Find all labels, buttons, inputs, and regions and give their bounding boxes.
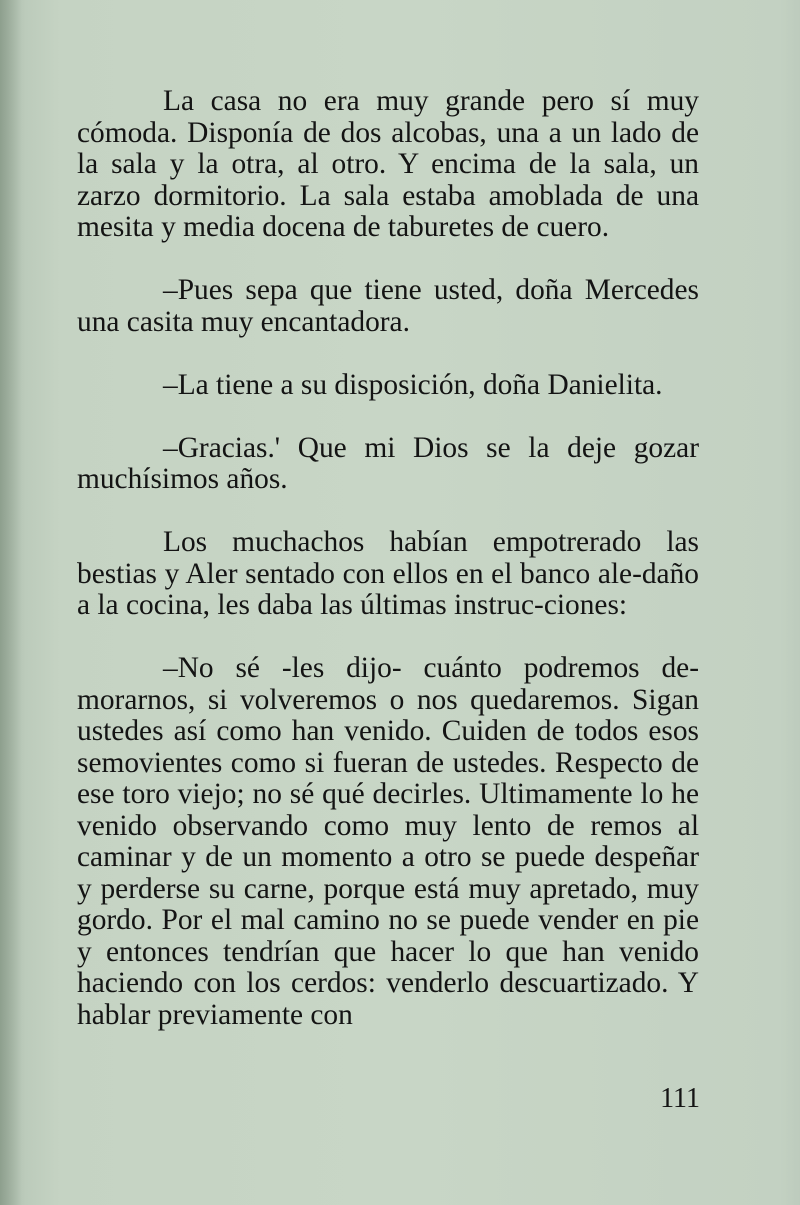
paragraph: –No sé -les dijo- cuánto podremos de-morarnos, si volveremos o nos quedaremos. Sigan ustedes así como han venido. Cuiden de todos esos semovientes como si fueran de ustedes. Respecto de ese toro viejo; no sé qué decirles. Ultimamente lo he venido observando como muy lento de remos al caminar y de un momento a otro se puede despeñar y perderse su carne, porque está muy apretado, muy gordo. Por el mal camino no se puede vender en pie y entonces tendrían que hacer lo que han venido haciendo con los cerdos: venderlo descuartizado. Y hablar previamente con	[77, 652, 699, 1031]
paragraph: –Pues sepa que tiene usted, doña Mercedes una casita muy encantadora.	[77, 274, 699, 338]
spine-shadow	[0, 0, 22, 1205]
body-text	[77, 86, 699, 1063]
paragraph: Los muchachos habían empotrerado las bestias y Aler sentado con ellos en el banco ale-daño a la cocina, les daba las últimas instruc-ciones:	[77, 526, 699, 621]
paragraph: –La tiene a su disposición, doña Danielita.	[163, 368, 663, 401]
page-number: 111	[660, 1083, 700, 1114]
paragraph: La casa no era muy grande pero sí muy cómoda. Disponía de dos alcobas, una a un lado de la sala y la otra, al otro. Y encima de la sala, un zarzo dormitorio. La sala estaba amoblada de una mesita y media docena de taburetes de cuero.	[77, 85, 699, 243]
paragraph: –Gracias.' Que mi Dios se la deje gozar muchísimos años.	[77, 431, 699, 495]
